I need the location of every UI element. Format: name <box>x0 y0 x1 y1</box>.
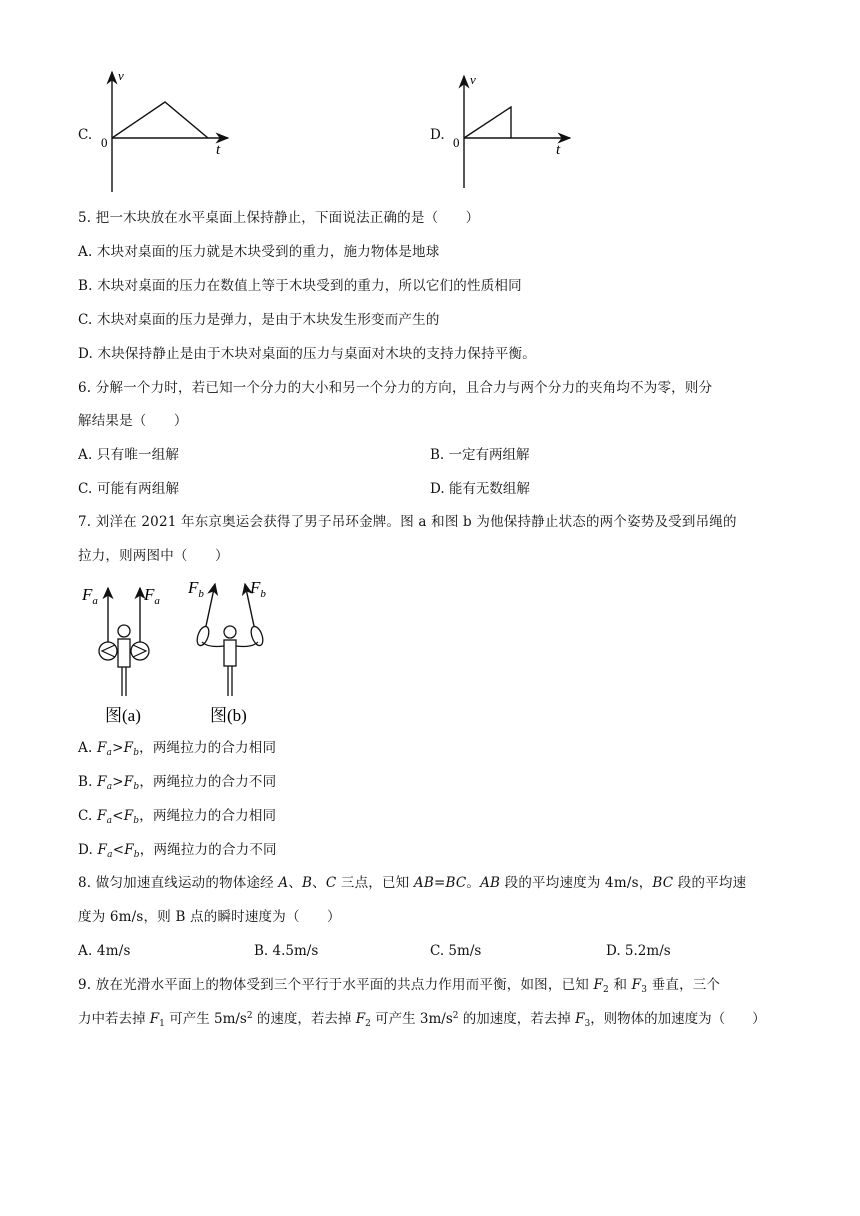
q5-stem: 5. 把一木块放在水平桌面上保持静止，下面说法正确的是（ ） <box>78 210 480 226</box>
q7-option-d: D. $F_a<F_b$，两绳拉力的合力不同 <box>78 842 277 860</box>
q6-stem-line1: 6. 分解一个力时，若已知一个分力的大小和另一个分力的方向，且合力与两个分力的夹角均不为零，则分 <box>78 380 713 396</box>
q5-option-c: C. 木块对桌面的压力是弹力，是由于木块发生形变而产生的 <box>78 312 440 328</box>
q7-option-b: B. $F_a>F_b$，两绳拉力的合力不同 <box>78 774 277 792</box>
origin-label: 0 <box>453 135 460 150</box>
v-t-curve <box>112 102 208 138</box>
q4-option-d-label: D. <box>430 127 445 143</box>
right-ring <box>249 625 265 647</box>
torso <box>118 639 130 667</box>
t-axis-label: t <box>556 142 561 158</box>
q7-stem-line2: 拉力，则两图中（ ） <box>78 548 229 564</box>
force-label-left: $F_a$ <box>82 585 98 607</box>
q8-option-b: B. 4.5m/s <box>254 943 319 959</box>
head <box>118 625 130 637</box>
figure-b-caption: 图(b) <box>210 706 247 725</box>
force-label-right: $F_b$ <box>250 578 266 600</box>
q4-option-c-label: C. <box>78 127 93 143</box>
q4-graph-c <box>92 66 232 196</box>
q8-option-d: D. 5.2m/s <box>606 943 671 959</box>
torso <box>224 640 236 666</box>
q5-option-d: D. 木块保持静止是由于木块对桌面的压力与桌面对木块的支持力保持平衡。 <box>78 346 536 362</box>
q5-option-b: B. 木块对桌面的压力在数值上等于木块受到的重力，所以它们的性质相同 <box>78 278 522 294</box>
q7-figure-a <box>78 576 168 726</box>
q5-option-a: A. 木块对桌面的压力就是木块受到的重力，施力物体是地球 <box>78 244 440 260</box>
v-t-curve <box>464 107 511 138</box>
q7-figure-b <box>186 576 276 726</box>
q6-option-c: C. 可能有两组解 <box>78 481 180 497</box>
force-label-left: $F_b$ <box>188 578 204 600</box>
q8-stem-line1: 8. 做匀加速直线运动的物体途经 A、B、C 三点，已知 AB=BC。AB 段的平均速度为 4m/s，BC 段的平均速 <box>78 875 747 891</box>
v-axis-label: v <box>470 72 476 87</box>
q6-option-d: D. 能有无数组解 <box>430 481 530 497</box>
q9-stem-line1: 9. 放在光滑水平面上的物体受到三个平行于水平面的共点力作用而平衡，如图，已知 $F_2$ 和 $F_3$ 垂直，三个 <box>78 977 721 995</box>
figure-a-caption: 图(a) <box>105 706 141 725</box>
t-axis-label: t <box>216 142 221 158</box>
q6-option-b: B. 一定有两组解 <box>430 447 530 463</box>
head <box>224 626 236 638</box>
q6-option-a: A. 只有唯一组解 <box>78 447 180 463</box>
v-axis-label: v <box>118 68 124 83</box>
q8-stem-line2: 度为 6m/s，则 B 点的瞬时速度为（ ） <box>78 909 341 925</box>
q9-stem-line2: 力中若去掉 $F_1$ 可产生 $5m/s^2$ 的速度，若去掉 $F_2$ 可产生 $3m/s^2$ 的加速度，若去掉 $F_3$，则物体的加速度为（ ） <box>78 1011 766 1029</box>
force-label-right: $F_a$ <box>144 585 160 607</box>
q7-option-c: C. $F_a<F_b$，两绳拉力的合力相同 <box>78 808 277 826</box>
q4-graph-d <box>444 70 574 190</box>
q7-stem-line1: 7. 刘洋在 2021 年东京奥运会获得了男子吊环金牌。图 a 和图 b 为他保持静止状态的两个姿势及受到吊绳的 <box>78 514 737 530</box>
left-ring <box>195 625 211 647</box>
q6-stem-line2: 解结果是（ ） <box>78 413 188 429</box>
q8-option-c: C. 5m/s <box>430 943 482 959</box>
left-force-arrow <box>206 584 215 626</box>
origin-label: 0 <box>101 135 108 150</box>
q7-option-a: A. $F_a>F_b$，两绳拉力的合力相同 <box>78 740 277 758</box>
q8-option-a: A. 4m/s <box>78 943 131 959</box>
